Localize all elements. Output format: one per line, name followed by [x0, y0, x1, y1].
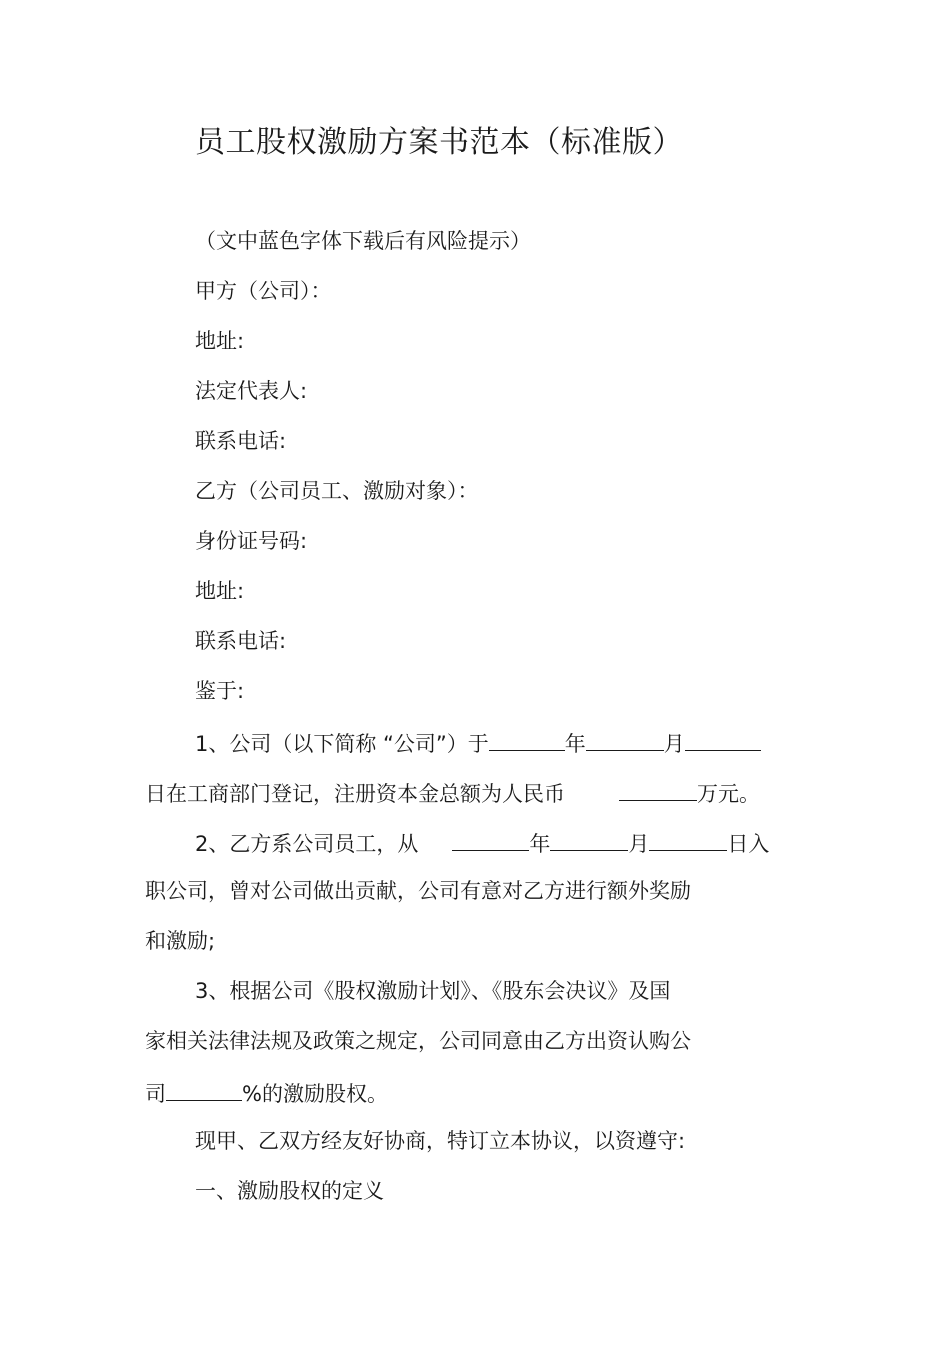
clause-2-line-2: 职公司，曾对公司做出贡献，公司有意对乙方进行额外奖励 [145, 879, 691, 903]
party-a-legal-rep-label: 法定代表人: [195, 379, 308, 403]
clause-2-line-3: 和激励; [145, 929, 216, 953]
party-b-label: 乙方（公司员工、激励对象）： [195, 479, 479, 503]
party-b-phone-label: 联系电话: [195, 629, 287, 653]
whereas-label: 鉴于: [195, 679, 245, 703]
day-blank [685, 726, 761, 751]
join-year-blank [452, 826, 529, 851]
capital-unit: 万元。 [697, 782, 760, 806]
party-a-phone-label: 联系电话: [195, 429, 287, 453]
month-blank [586, 726, 664, 751]
capital-blank [619, 776, 697, 801]
clause-1-registration-text: 日在工商部门登记，注册资本金总额为人民币 [145, 782, 565, 806]
agreement-statement: 现甲、乙双方经友好协商，特订立本协议，以资遵守: [195, 1129, 686, 1153]
section-1-heading: 一、激励股权的定义 [195, 1179, 384, 1203]
share-percent-blank [166, 1076, 242, 1101]
party-b-id-label: 身份证号码: [195, 529, 308, 553]
join-day-blank [649, 826, 727, 851]
year-blank [489, 726, 565, 751]
party-a-label: 甲方（公司）： [195, 279, 332, 303]
join-month-label: 月 [628, 832, 650, 856]
party-a-address-label: 地址: [195, 329, 245, 353]
risk-note: （文中蓝色字体下载后有风险提示） [195, 229, 531, 253]
clause-3-line-2: 家相关法律法规及政策之规定，公司同意由乙方出资认购公 [145, 1029, 691, 1053]
clause-1-text: 1、公司（以下简称 “公司”）于 [195, 732, 489, 756]
clause-1-line-1 [195, 726, 761, 759]
clause-3-line-1: 3、根据公司《股权激励计划》、《股东会决议》及国 [195, 979, 671, 1003]
clause-3-line-3 [145, 1076, 388, 1109]
clause-1-line-2 [145, 776, 760, 809]
clause-3-company-char: 司 [145, 1082, 166, 1106]
clause-3-share-text: %的激励股权。 [242, 1082, 388, 1106]
document-title: 员工股权激励方案书范本（标准版） [195, 125, 683, 160]
join-day-label: 日入 [727, 832, 770, 856]
join-month-blank [550, 826, 628, 851]
year-label: 年 [564, 732, 586, 756]
party-b-address-label: 地址: [195, 579, 245, 603]
clause-2-text: 2、乙方系公司员工，从 [195, 832, 419, 856]
join-year-label: 年 [529, 832, 551, 856]
clause-2-line-1 [195, 826, 769, 859]
month-label: 月 [663, 732, 685, 756]
